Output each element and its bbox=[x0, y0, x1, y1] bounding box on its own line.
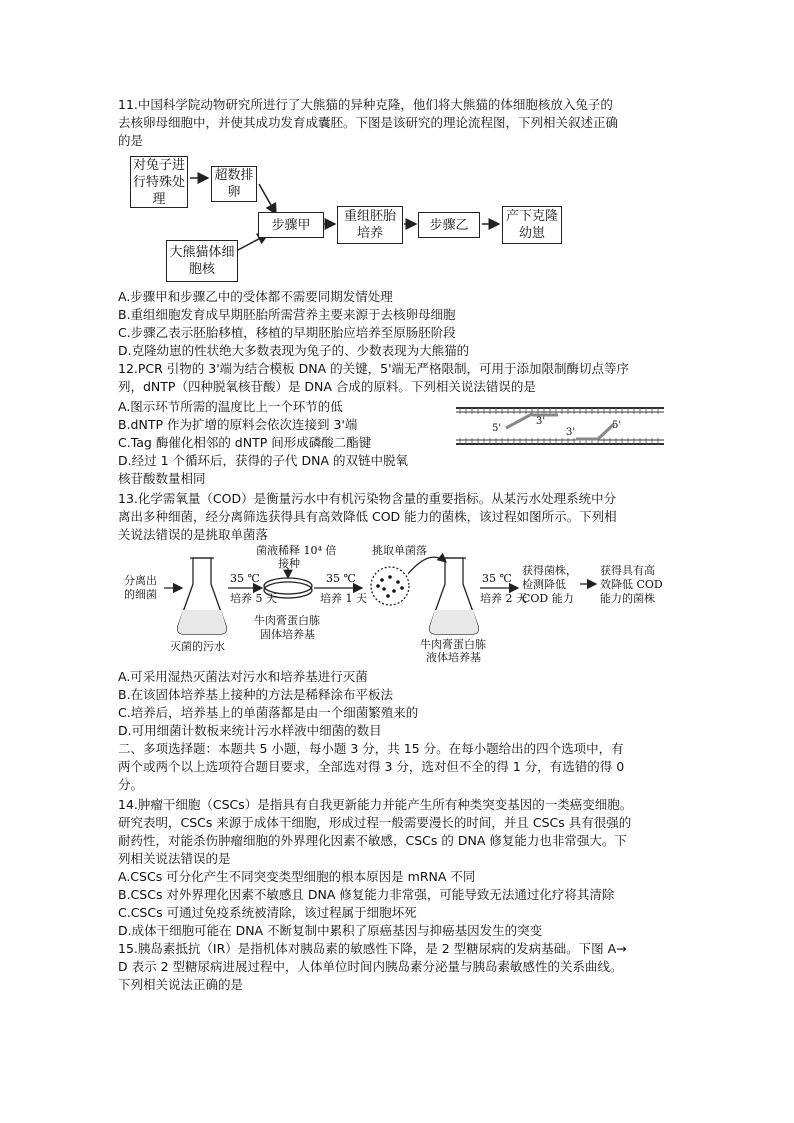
q11-option-d: D.克隆幼崽的性状绝大多数表现为兔子的、少数表现为大熊猫的 bbox=[118, 343, 470, 358]
culture-days-3-label: 培养 2 天 bbox=[480, 592, 527, 605]
q12-option-c: C.Tag 酶催化相邻的 dNTP 间形成磷酸二酯键 bbox=[118, 435, 372, 450]
q13-stem-3: 关说法错误的是挑取单菌落 bbox=[118, 527, 269, 542]
q14-stem-2: 研究表明，CSCs 来源于成体干细胞，形成过程一般需要漫长的时间，并且 CSCs 具有很强的 bbox=[118, 815, 632, 830]
q13-option-b: B.在该固体培养基上接种的方法是稀释涂布平板法 bbox=[118, 687, 394, 702]
section2-instructions-3: 分。 bbox=[118, 777, 144, 792]
dilution-label: 菌液稀释 10⁴ 倍 bbox=[256, 544, 337, 557]
embryo-culture-box: 重组胚胎培养 bbox=[337, 206, 403, 244]
q11-option-a: A.步骤甲和步骤乙中的受体都不需要同期发情处理 bbox=[118, 289, 393, 304]
dna-strands bbox=[452, 402, 668, 452]
rabbit-treatment-box: 对兔子进行特殊处理 bbox=[130, 156, 188, 208]
section2-instructions-2: 两个或两个以上选项符合题目要求，全部选对得 3 分，选对但不全的得 1 分，有选错的得 0 bbox=[118, 759, 625, 774]
isolated-bacteria-label-2: 的细菌 bbox=[124, 588, 157, 601]
panda-nucleus-box: 大熊猫体细胞核 bbox=[166, 240, 238, 282]
label-5prime-right: 5' bbox=[612, 420, 622, 431]
label-5prime-left: 5' bbox=[492, 423, 502, 434]
q15-stem-3: 下列相关说法正确的是 bbox=[118, 977, 244, 992]
q13-option-d: D.可用细菌计数板来统计污水样液中细菌的数目 bbox=[118, 723, 382, 738]
q13-stem-2: 离出多种细菌，经分离筛选获得具有高效降低 COD 能力的菌株，该过程如图所示。下列相 bbox=[118, 509, 617, 524]
culture-days-1-label: 培养 5 天 bbox=[230, 592, 277, 605]
q12-stem-1: 12.PCR 引物的 3'端为结合模板 DNA 的关键，5'端无严格限制，可用于添加限制酶切点等序 bbox=[118, 361, 630, 376]
cloning-flow-diagram bbox=[118, 152, 598, 284]
clone-offspring-box: 产下克隆幼崽 bbox=[502, 206, 562, 244]
q11-option-c: C.步骤乙表示胚胎移植，移植的早期胚胎应培养至原肠胚阶段 bbox=[118, 325, 456, 340]
inoculate-label: 接种 bbox=[278, 557, 300, 570]
step-a-box: 步骤甲 bbox=[258, 212, 324, 238]
obtain-strain-label-2: 检测降低 bbox=[522, 578, 566, 591]
q15-stem-1: 15.胰岛素抵抗（IR）是指机体对胰岛素的敏感性下降，是 2 型糖尿病的发病基础。下图 A→ bbox=[118, 941, 627, 956]
temp-3-label: 35 ℃ bbox=[482, 572, 512, 585]
q14-stem-3: 耐药性，对能杀伤肿瘤细胞的外界理化因素不敏感，CSCs 的 DNA 修复能力也非常强大。下 bbox=[118, 833, 627, 848]
result-strain-label-3: 能力的菌株 bbox=[600, 592, 655, 605]
superovulation-box: 超数排卵 bbox=[211, 166, 257, 202]
section2-instructions-1: 二、多项选择题：本题共 5 小题，每小题 3 分，共 15 分。在每小题给出的四个选项中，有 bbox=[118, 741, 624, 756]
sterile-sewage-label: 灭菌的污水 bbox=[170, 640, 225, 653]
q15-stem-2: D 表示 2 型糖尿病进展过程中，人体单位时间内胰岛素分泌量与胰岛素敏感性的关系曲线。 bbox=[118, 959, 623, 974]
culture-days-2-label: 培养 1 天 bbox=[320, 592, 367, 605]
q11-stem-2: 去核卵母细胞中，并使其成功发育成囊胚。下图是该研究的理论流程图，下列相关叙述正确 bbox=[118, 115, 619, 130]
label-3prime-top: 3' bbox=[536, 416, 546, 427]
q14-stem-1: 14.肿瘤干细胞（CSCs）是指具有自我更新能力并能产生所有种类突变基因的一类癌变细胞。 bbox=[118, 797, 633, 812]
q14-stem-4: 列相关说法错误的是 bbox=[118, 851, 231, 866]
liquid-medium-label-2: 液体培养基 bbox=[426, 651, 481, 664]
cod-screening-diagram bbox=[118, 544, 688, 664]
step-b-box: 步骤乙 bbox=[418, 212, 480, 238]
result-strain-label-2: 效降低 COD bbox=[600, 578, 663, 591]
q13-option-a: A.可采用湿热灭菌法对污水和培养基进行灭菌 bbox=[118, 669, 368, 684]
temp-2-label: 35 ℃ bbox=[326, 572, 356, 585]
obtain-strain-label-1: 获得菌株， bbox=[522, 564, 577, 577]
q11-option-b: B.重组细胞发育成早期胚胎所需营养主要来源于去核卵母细胞 bbox=[118, 307, 456, 322]
q12-option-d-cont: 核苷酸数量相同 bbox=[118, 471, 206, 486]
q13-stem-1: 13.化学需氧量（COD）是衡量污水中有机污染物含量的重要指标。从某污水处理系统中分 bbox=[118, 491, 617, 506]
liquid-medium-label-1: 牛肉膏蛋白胨 bbox=[420, 638, 486, 651]
temp-1-label: 35 ℃ bbox=[230, 572, 260, 585]
pick-colony-label: 挑取单菌落 bbox=[372, 544, 427, 557]
pcr-primer-diagram bbox=[452, 402, 668, 452]
q14-option-d: D.成体干细胞可能在 DNA 不断复制中累积了原癌基因与抑癌基因发生的突变 bbox=[118, 923, 543, 938]
q12-option-a: A.图示环节所需的温度比上一个环节的低 bbox=[118, 399, 343, 414]
solid-medium-label-1: 牛肉膏蛋白胨 bbox=[254, 614, 320, 627]
solid-medium-label-2: 固体培养基 bbox=[260, 628, 315, 641]
q13-option-c: C.培养后，培养基上的单菌落都是由一个细菌繁殖来的 bbox=[118, 705, 419, 720]
q14-option-b: B.CSCs 对外界理化因素不敏感且 DNA 修复能力非常强，可能导致无法通过化疗将其清除 bbox=[118, 887, 615, 902]
label-3prime-bottom: 3' bbox=[566, 427, 576, 438]
q14-option-c: C.CSCs 可通过免疫系统被清除，该过程属于细胞坏死 bbox=[118, 905, 417, 920]
isolated-bacteria-label-1: 分离出 bbox=[124, 574, 157, 587]
q12-option-d: D.经过 1 个循环后，获得的子代 DNA 的双链中脱氧 bbox=[118, 453, 408, 468]
obtain-strain-label-3: COD 能力 bbox=[522, 592, 574, 605]
q11-stem-3: 的是 bbox=[118, 133, 144, 148]
q12-option-b: B.dNTP 作为扩增的原料会依次连接到 3'端 bbox=[118, 417, 358, 432]
q11-stem-1: 11.中国科学院动物研究所进行了大熊猫的异种克隆，他们将大熊猫的体细胞核放入兔子的 bbox=[118, 97, 613, 112]
result-strain-label-1: 获得具有高 bbox=[600, 564, 655, 577]
q14-option-a: A.CSCs 可分化产生不同突变类型细胞的根本原因是 mRNA 不同 bbox=[118, 869, 476, 884]
q12-stem-2: 列，dNTP（四种脱氧核苷酸）是 DNA 合成的原料。下列相关说法错误的是 bbox=[118, 379, 536, 394]
